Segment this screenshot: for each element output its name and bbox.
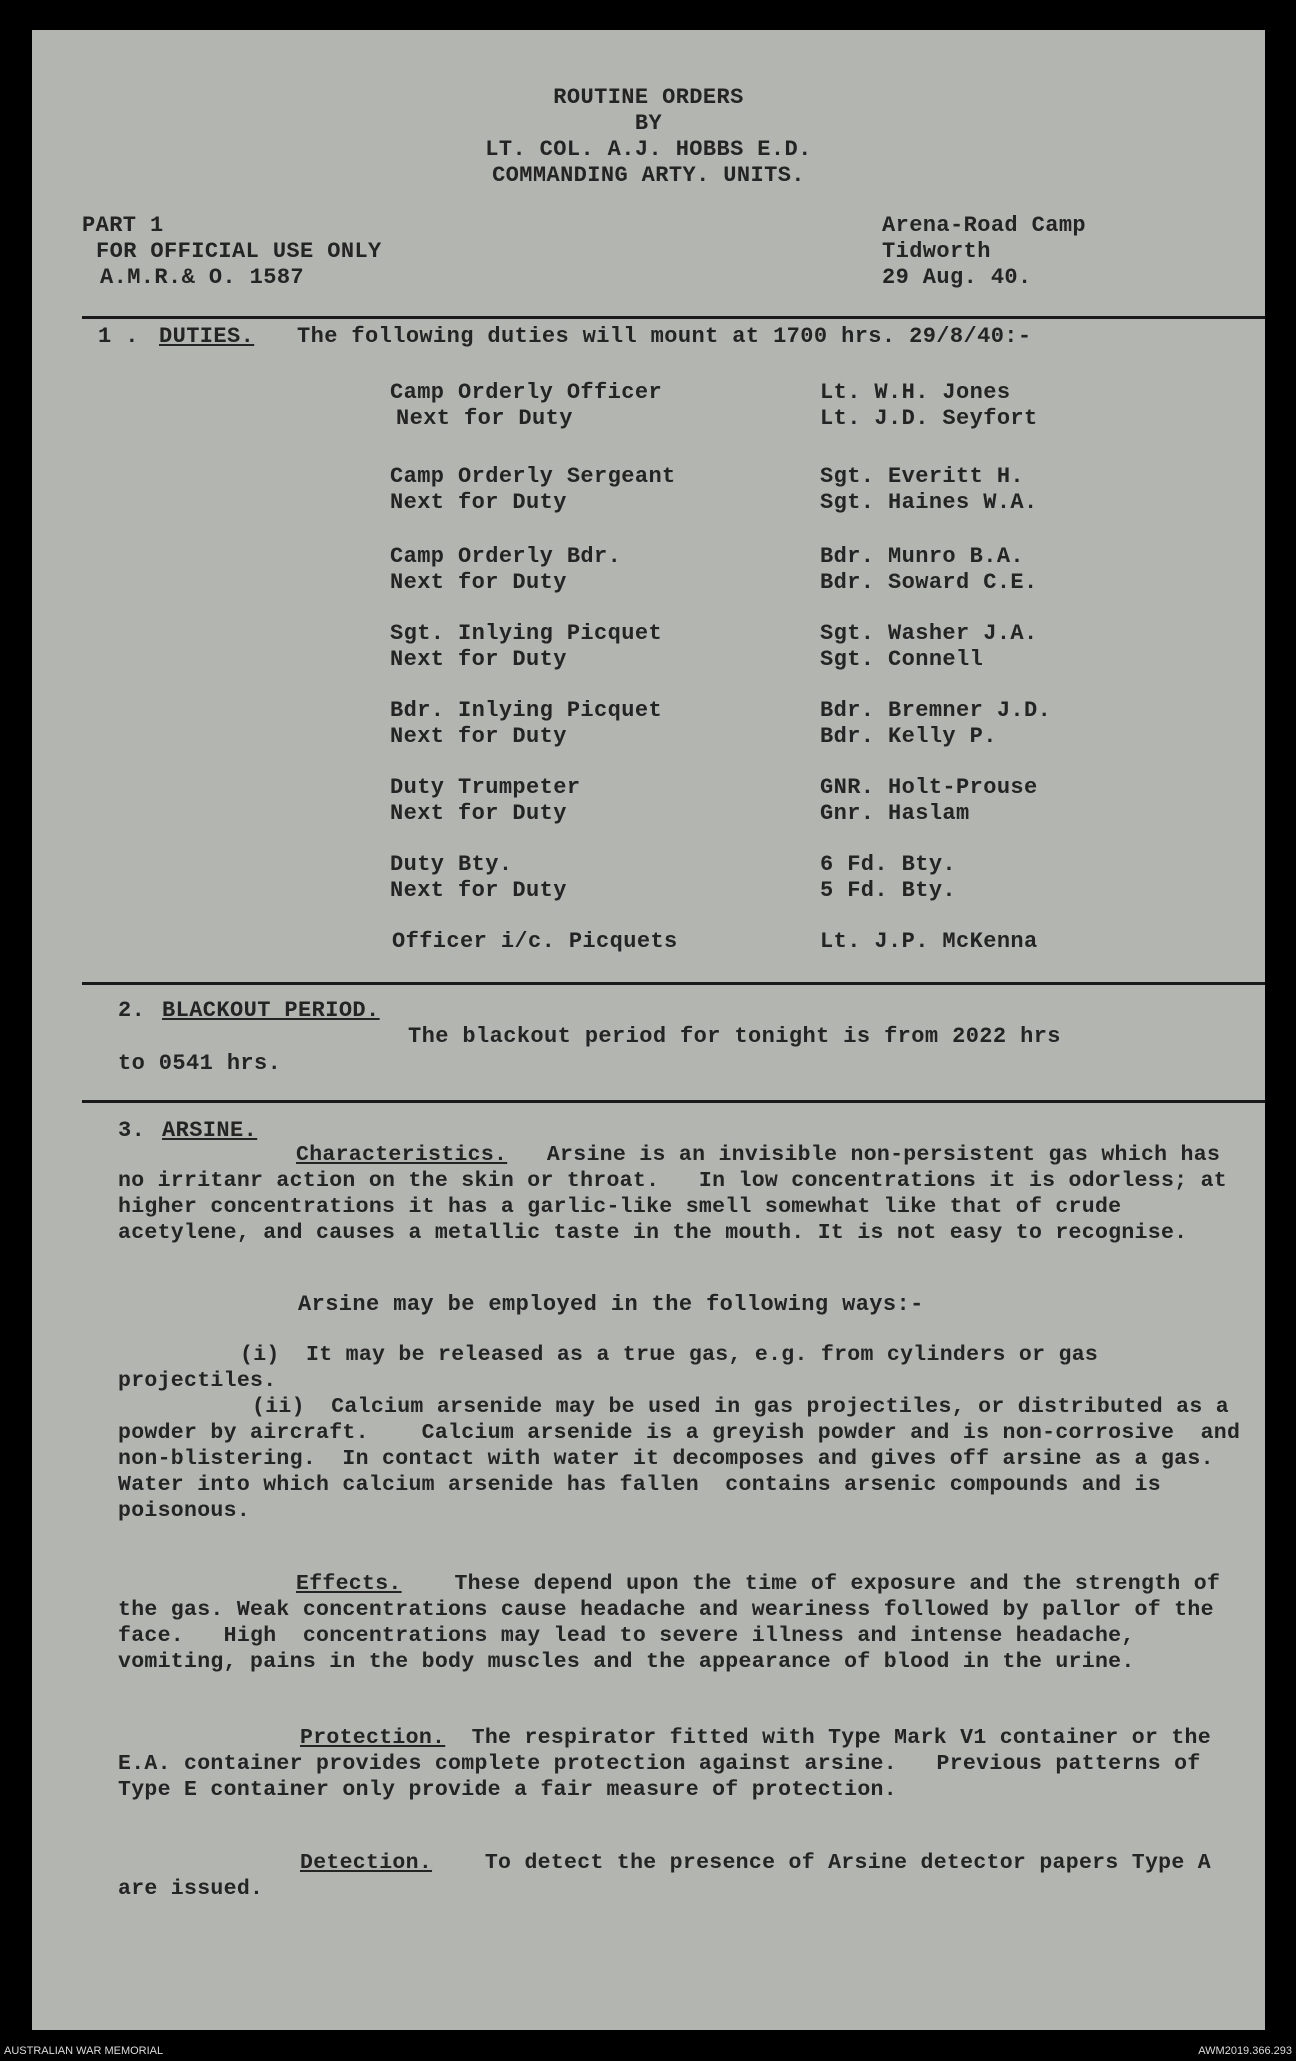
document-page	[32, 30, 1265, 2030]
blackout-text-cont: to 0541 hrs.	[118, 1051, 282, 1076]
characteristics-heading: Characteristics.	[296, 1143, 508, 1167]
duty-role: Bdr. Inlying Picquet	[390, 698, 663, 723]
divider	[82, 316, 1265, 319]
effects-paragraph	[118, 1571, 1253, 1675]
footer-accession: AWM2019.366.293	[1198, 2045, 1292, 2057]
reference: A.M.R.& O. 1587	[100, 265, 305, 290]
blackout-text: The blackout period for tonight is from 2022 hrs	[408, 1024, 1061, 1049]
duties-intro: The following duties will mount at 1700 hrs. 29/8/40:-	[297, 324, 1032, 349]
duty-name: 5 Fd. Bty.	[820, 878, 957, 903]
protection-paragraph	[118, 1725, 1253, 1803]
restriction: FOR OFFICIAL USE ONLY	[96, 239, 382, 264]
duty-name: Sgt. Everitt H.	[820, 464, 1025, 489]
place: Tidworth	[882, 239, 991, 264]
divider	[82, 982, 1265, 985]
officer-name: LT. COL. A.J. HOBBS E.D.	[485, 137, 812, 162]
duty-name: Bdr. Soward C.E.	[820, 570, 1038, 595]
duty-role: Camp Orderly Bdr.	[390, 544, 622, 569]
duty-name: 6 Fd. Bty.	[820, 852, 957, 877]
detection-heading: Detection.	[300, 1851, 433, 1875]
duty-name: Bdr. Kelly P.	[820, 724, 997, 749]
characteristics-text: Arsine is an invisible non-persistent gas which has no irritanr action on the skin or throat. In low concentrations it is odorless; at higher concentrations it has a garlic-like smell somewhat like that of crude acetylene, and causes a metallic taste in the mouth. It is not easy to recognise.	[118, 1143, 1241, 1245]
characteristics-paragraph	[118, 1142, 1253, 1246]
duty-name: GNR. Holt-Prouse	[820, 775, 1038, 800]
employed-intro: Arsine may be employed in the following ways:-	[298, 1292, 924, 1317]
duty-name: Gnr. Haslam	[820, 801, 970, 826]
duty-role: Next for Duty	[390, 878, 567, 903]
effects-heading: Effects.	[296, 1572, 402, 1596]
way-2: (ii) Calcium arsenide may be used in gas projectiles, or distributed as a powder by aircraft. Calcium arsenide is a greyish powder and is non-corrosive and non-blistering. In contact with water it decomposes and gives off arsine as a gas. Water into which calcium arsenide has fallen contains arsenic compounds and is poisonous.	[118, 1395, 1254, 1523]
duty-role: Officer i/c. Picquets	[392, 929, 678, 954]
duty-role: Next for Duty	[390, 724, 567, 749]
section-heading-arsine: ARSINE.	[162, 1118, 258, 1143]
duty-role: Next for Duty	[390, 570, 567, 595]
duty-role: Duty Bty.	[390, 852, 513, 877]
order-by: BY	[634, 111, 663, 136]
command-line: COMMANDING ARTY. UNITS.	[492, 163, 805, 188]
section-heading-duties: DUTIES.	[159, 324, 255, 349]
duty-role: Sgt. Inlying Picquet	[390, 621, 663, 646]
section-number: 2.	[118, 998, 146, 1023]
way-1: (i) It may be released as a true gas, e.g. from cylinders or gas projectiles.	[118, 1343, 1112, 1393]
detection-paragraph	[118, 1850, 1253, 1902]
section-heading-blackout: BLACKOUT PERIOD.	[162, 998, 380, 1023]
duty-role: Next for Duty	[390, 647, 567, 672]
duty-role: Next for Duty	[390, 801, 567, 826]
protection-text: The respirator fitted with Type Mark V1 container or the E.A. container provides complete protection against arsine. Previous patterns of Type E container only provide a fair measure of protection.	[118, 1726, 1225, 1802]
duty-name: Lt. J.D. Seyfort	[820, 406, 1038, 431]
duty-role: Next for Duty	[390, 490, 567, 515]
divider	[82, 1100, 1265, 1103]
duty-name: Lt. W.H. Jones	[820, 380, 1011, 405]
duty-role: Camp Orderly Officer	[390, 380, 663, 405]
detection-text: To detect the presence of Arsine detector papers Type A are issued.	[118, 1851, 1225, 1901]
order-title: ROUTINE ORDERS	[553, 85, 744, 110]
duty-name: Lt. J.P. McKenna	[820, 929, 1038, 954]
duty-role: Camp Orderly Sergeant	[390, 464, 676, 489]
camp-name: Arena-Road Camp	[882, 213, 1087, 238]
section-number: 3.	[118, 1118, 146, 1143]
part-number: PART 1	[82, 213, 164, 238]
protection-heading: Protection.	[300, 1726, 446, 1750]
effects-text: These depend upon the time of exposure and the strength of the gas. Weak concentrations cause headache and weariness followed by pallor of the face. High concentrations may lead to severe illness and intense headache, vomiting, pains in the body muscles and the appearance of blood in the urine.	[118, 1572, 1234, 1674]
duty-name: Sgt. Haines W.A.	[820, 490, 1038, 515]
footer-credit: AUSTRALIAN WAR MEMORIAL	[4, 2045, 164, 2057]
duty-name: Sgt. Washer J.A.	[820, 621, 1038, 646]
order-date: 29 Aug. 40.	[882, 265, 1032, 290]
duty-name: Bdr. Bremner J.D.	[820, 698, 1052, 723]
duty-name: Bdr. Munro B.A.	[820, 544, 1025, 569]
duty-role: Duty Trumpeter	[390, 775, 581, 800]
duty-name: Sgt. Connell	[820, 647, 984, 672]
duty-role: Next for Duty	[396, 406, 573, 431]
section-number: 1 .	[98, 324, 139, 349]
